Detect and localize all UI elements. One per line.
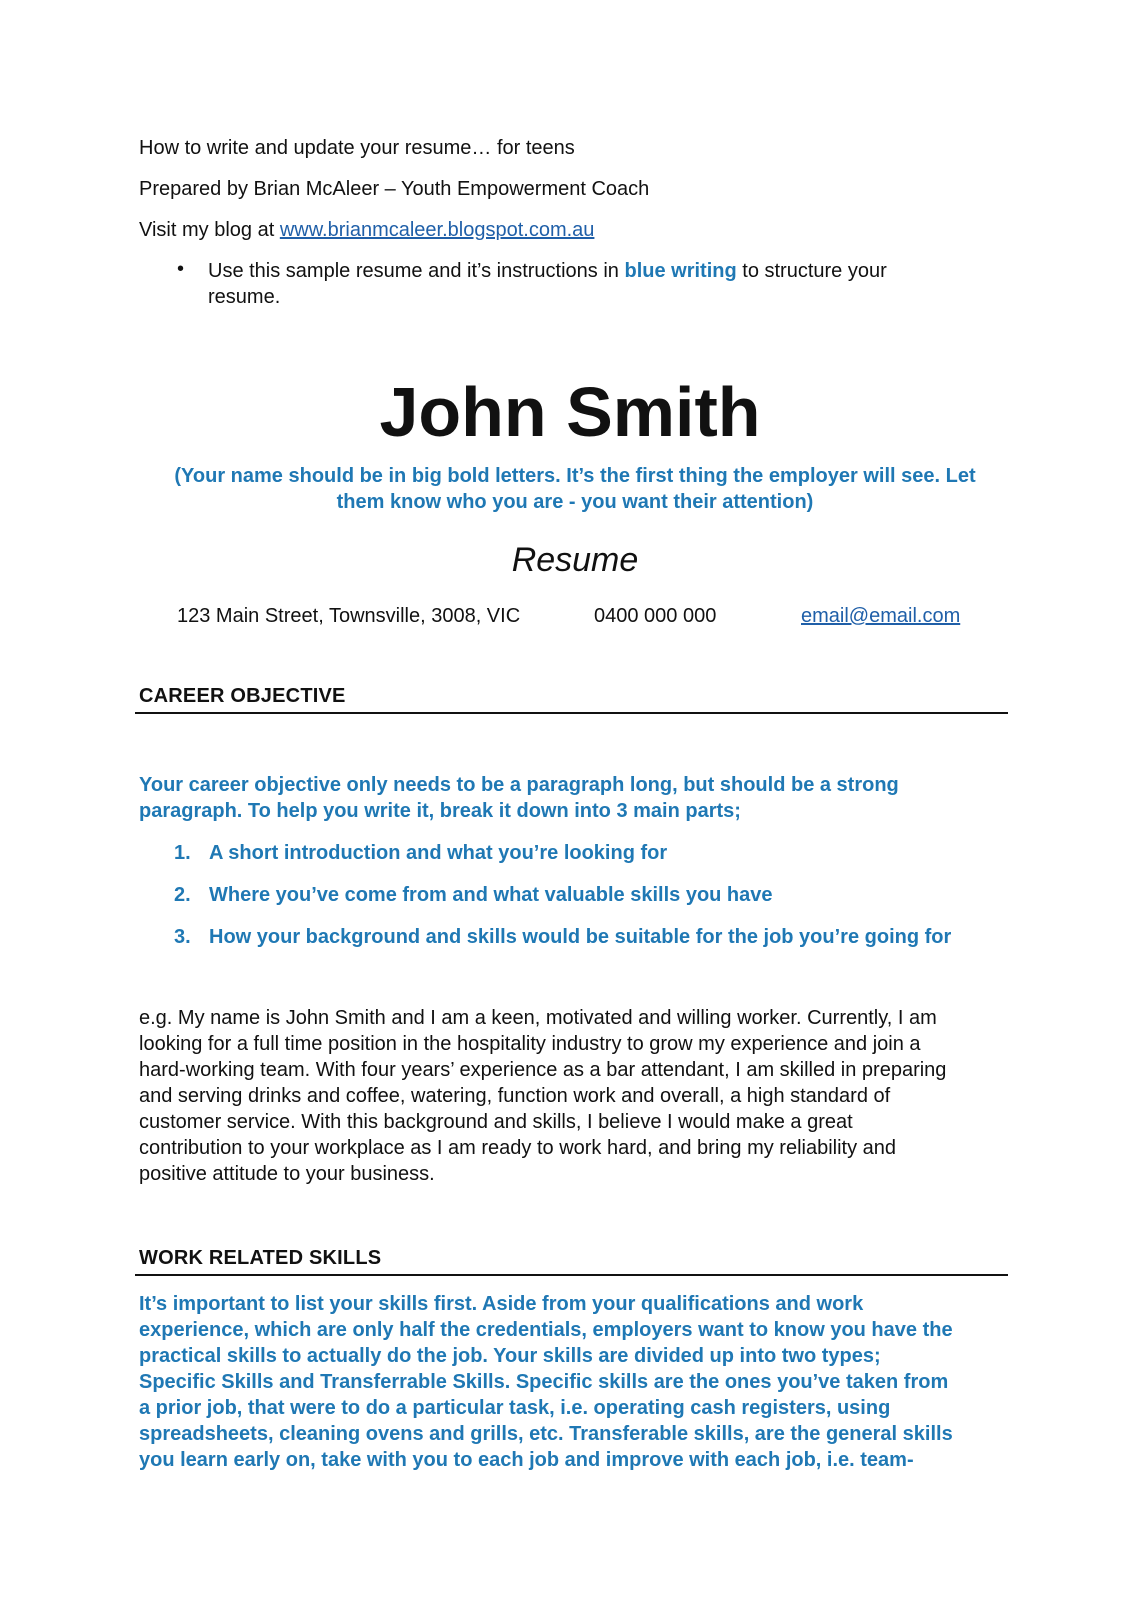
example-line: looking for a full time position in the hospitality industry to grow my experience and join a	[139, 1033, 921, 1055]
bullet-dot: •	[177, 258, 185, 280]
skills-line: Specific Skills and Transferrable Skills. Specific skills are the ones you’ve taken from	[139, 1371, 949, 1393]
list-item	[139, 840, 1039, 882]
career-objective-example	[139, 1005, 1009, 1187]
guide-title: How to write and update your resume… for teens	[139, 137, 575, 159]
resume-subtitle: Resume	[511, 541, 639, 579]
example-line: contribution to your workplace as I am ready to work hard, and bring my reliability and	[139, 1137, 897, 1159]
skills-line: practical skills to actually do the job. Your skills are divided up into two types;	[139, 1345, 881, 1367]
name-note	[140, 463, 1010, 515]
example-line: e.g. My name is John Smith and I am a keen, motivated and willing worker. Currently, I am	[139, 1007, 937, 1029]
list-number: 2.	[174, 884, 191, 906]
example-line: and serving drinks and coffee, watering, function work and overall, a high standard of	[139, 1085, 891, 1107]
name-note-line-1: (Your name should be in big bold letters. It’s the first thing the employer will see. Let	[174, 465, 976, 487]
intro-line-1: Your career objective only needs to be a paragraph long, but should be a strong	[139, 774, 899, 796]
bullet-instruction-cont: resume.	[208, 286, 281, 308]
email-link[interactable]: email@email.com	[801, 605, 961, 627]
intro-line-2: paragraph. To help you write it, break it down into 3 main parts;	[139, 800, 741, 822]
example-line: hard-working team. With four years’ experience as a bar attendant, I am skilled in preparing	[139, 1059, 947, 1081]
bullet-text-before: Use this sample resume and it’s instructions in	[208, 260, 625, 282]
skills-line: It’s important to list your skills first. Aside from your qualifications and work	[139, 1293, 864, 1315]
blog-prefix: Visit my blog at	[139, 219, 280, 241]
objective-parts-list	[139, 840, 1039, 966]
example-line: customer service. With this background and skills, I believe I would make a great	[139, 1111, 853, 1133]
skills-line: spreadsheets, cleaning ovens and grills, etc. Transferable skills, are the general skills	[139, 1423, 953, 1445]
career-objective-heading: CAREER OBJECTIVE	[139, 685, 346, 707]
list-text: How your background and skills would be suitable for the job you’re going for	[209, 926, 952, 948]
work-skills-instructions	[139, 1291, 1009, 1473]
skills-line: a prior job, that were to do a particular task, i.e. operating cash registers, using	[139, 1397, 891, 1419]
name-note-line-2: them know who you are - you want their attention)	[336, 491, 814, 513]
list-item	[139, 882, 1039, 924]
bullet-blue-writing: blue writing	[624, 260, 737, 282]
work-skills-heading: WORK RELATED SKILLS	[139, 1247, 382, 1269]
skills-line: experience, which are only half the credentials, employers want to know you have the	[139, 1319, 953, 1341]
list-text: A short introduction and what you’re looking for	[209, 842, 668, 864]
bullet-instruction	[208, 258, 887, 284]
list-item	[139, 924, 1039, 966]
blog-line	[139, 217, 594, 243]
career-objective-intro	[139, 772, 1009, 824]
list-text: Where you’ve come from and what valuable skills you have	[209, 884, 773, 906]
blog-link[interactable]: www.brianmcaleer.blogspot.com.au	[279, 219, 595, 241]
list-number: 3.	[174, 926, 191, 948]
phone: 0400 000 000	[594, 605, 717, 627]
address: 123 Main Street, Townsville, 3008, VIC	[177, 605, 521, 627]
list-number: 1.	[174, 842, 191, 864]
skills-line: you learn early on, take with you to each job and improve with each job, i.e. team-	[139, 1449, 914, 1471]
example-line: positive attitude to your business.	[139, 1163, 435, 1185]
section-divider	[135, 712, 1008, 714]
resume-name: John Smith	[379, 373, 761, 451]
bullet-text-after: to structure your	[736, 260, 887, 282]
prepared-by-line: Prepared by Brian McAleer – Youth Empowerment Coach	[139, 178, 650, 200]
section-divider	[135, 1274, 1008, 1276]
